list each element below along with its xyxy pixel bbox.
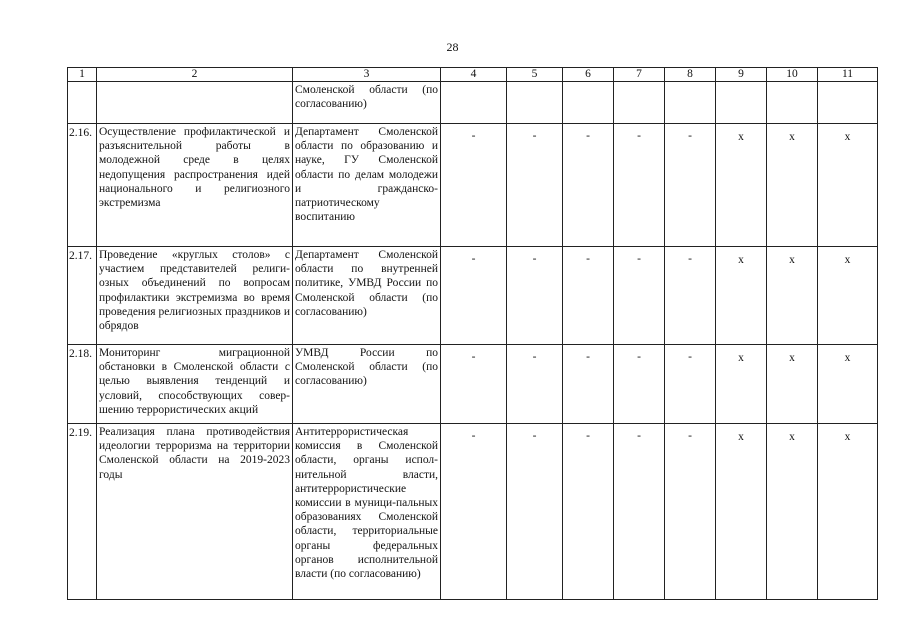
value-cell: x: [716, 124, 767, 247]
column-header: 10: [767, 68, 818, 82]
row-number: 2.16.: [68, 124, 97, 247]
table-row: [68, 247, 878, 345]
value-cell: x: [716, 424, 767, 600]
column-header: 4: [441, 68, 507, 82]
value-cell: x: [818, 124, 878, 247]
value-cell: -: [665, 345, 716, 424]
value-cell: -: [441, 247, 507, 345]
column-header: 9: [716, 68, 767, 82]
table-row: [68, 345, 878, 424]
value-cell: x: [818, 424, 878, 600]
executor-cell: Смоленской области (по согласованию): [293, 82, 441, 124]
value-cell: -: [507, 124, 563, 247]
value-cell: -: [563, 424, 614, 600]
executor-cell: УМВД России по Смоленской области (по согласованию): [293, 345, 441, 424]
column-header: 5: [507, 68, 563, 82]
value-cell: -: [665, 247, 716, 345]
column-header: 11: [818, 68, 878, 82]
value-cell: x: [767, 424, 818, 600]
value-cell: x: [767, 247, 818, 345]
table-row: [68, 424, 878, 600]
event-cell: Реализация плана противодействия идеологии терроризма на территории Смоленской области на 2019-2023 годы: [97, 424, 293, 600]
column-header: 8: [665, 68, 716, 82]
value-cell: x: [818, 345, 878, 424]
value-cell: -: [507, 424, 563, 600]
value-cell: -: [563, 345, 614, 424]
value-cell: -: [563, 247, 614, 345]
event-cell: Осуществление профилактической и разъяснительной работы в молодежной среде в целях недопущения распространения идей национального и религиозного экстремизма: [97, 124, 293, 247]
event-cell: Проведение «круглых столов» с участием представителей религи-озных объединений по вопросам профилактики экстремизма во время проведения религиозных праздников и обрядов: [97, 247, 293, 345]
value-cell: x: [716, 345, 767, 424]
row-number: 2.17.: [68, 247, 97, 345]
value-cell: -: [563, 124, 614, 247]
column-header: 6: [563, 68, 614, 82]
column-header: 2: [97, 68, 293, 82]
value-cell: x: [716, 247, 767, 345]
value-cell: -: [665, 424, 716, 600]
table-row: [68, 124, 878, 247]
value-cell: x: [767, 124, 818, 247]
value-cell: x: [818, 247, 878, 345]
column-header: 7: [614, 68, 665, 82]
event-cell: Мониторинг миграционной обстановки в Смоленской области с целью выявления тенденций и условий, способствующих совер-шению террористических акций: [97, 345, 293, 424]
column-header: 3: [293, 68, 441, 82]
row-number: 2.18.: [68, 345, 97, 424]
value-cell: -: [614, 247, 665, 345]
num-cell: [68, 82, 97, 124]
value-cell: x: [767, 345, 818, 424]
page-number: 28: [446, 40, 459, 54]
event-cell: [97, 82, 293, 124]
column-number-row: [68, 68, 878, 82]
value-cell: -: [441, 124, 507, 247]
row-number: 2.19.: [68, 424, 97, 600]
value-cell: -: [614, 424, 665, 600]
value-cell: -: [665, 124, 716, 247]
executor-cell: Департамент Смоленской области по внутренней политике, УМВД России по Смоленской области (по согласованию): [293, 247, 441, 345]
value-cell: -: [507, 345, 563, 424]
executor-cell: Департамент Смоленской области по образованию и науке, ГУ Смоленской области по делам молодежи и гражданско-патриотическому воспитанию: [293, 124, 441, 247]
value-cell: -: [614, 345, 665, 424]
value-cell: -: [614, 124, 665, 247]
value-cell: -: [441, 424, 507, 600]
value-cell: -: [441, 345, 507, 424]
value-cell: -: [507, 247, 563, 345]
column-header: 1: [68, 68, 97, 82]
plan-table: [67, 67, 878, 600]
continuation-row: [68, 82, 878, 124]
executor-cell: Антитеррористическая комиссия в Смоленской области, органы испол-нительной власти, антитеррористические комиссии в муници-пальных образованиях Смоленской области, территориальные органы федеральных органов исполнительной власти (по согласованию): [293, 424, 441, 600]
